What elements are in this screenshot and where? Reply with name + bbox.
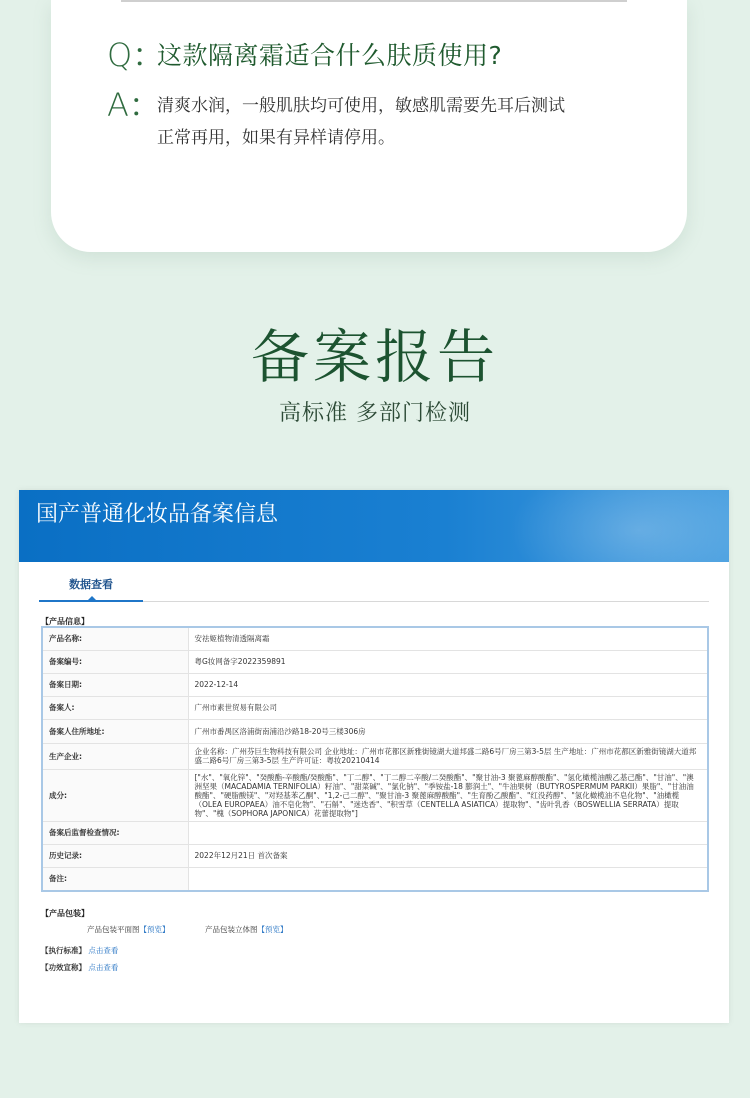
divider — [121, 0, 627, 2]
row-label: 备案后监督检查情况: — [42, 821, 188, 844]
row-value: 粤G妆网备字2022359891 — [188, 650, 708, 673]
tab-caret-icon — [87, 596, 97, 601]
registry-title: 国产普通化妆品备案信息 — [36, 502, 279, 527]
registry-tabs — [39, 576, 709, 602]
row-value: 安祛姬植物清透隔离霜 — [188, 627, 708, 650]
package-flat-text: 产品包装平面图 — [87, 925, 140, 934]
answer-letter: A： — [107, 86, 161, 124]
row-label: 备案日期: — [42, 673, 188, 696]
table-row — [42, 844, 708, 867]
question-text: 这款隔离霜适合什么肤质使用? — [157, 41, 503, 70]
row-value: 广州市番禺区洛浦街南浦沿沙路18-20号三楼306房 — [188, 719, 708, 743]
table-row — [42, 743, 708, 769]
table-row — [42, 719, 708, 743]
table-row — [42, 696, 708, 719]
efficacy-row — [41, 962, 118, 973]
row-label: 备案编号: — [42, 650, 188, 673]
row-value: 企业名称：广州芬巨生物科技有限公司 企业地址：广州市花都区新雅街镜湖大道邦盛二路6号厂房三第3-5层 生产地址：广州市花都区新雅街镜湖大道邦盛二路6号厂房三第3-5层 生产许可证：粤妆20210414 — [188, 743, 708, 769]
qa-card — [51, 0, 687, 252]
answer-text: 清爽水润，一般肌肤均可使用，敏感肌需要先耳后测试正常再用，如果有异样请停用。 — [157, 96, 565, 148]
row-label: 备案人住所地址: — [42, 719, 188, 743]
table-row — [42, 821, 708, 844]
package-3d-text: 产品包装立体图 — [205, 925, 258, 934]
tab-data-view-label: 数据查看 — [69, 578, 113, 591]
row-value: 2022年12月21日 首次备案 — [188, 844, 708, 867]
row-label: 生产企业: — [42, 743, 188, 769]
row-label: 历史记录: — [42, 844, 188, 867]
product-info-table — [41, 626, 709, 892]
section-subtitle: 高标准 多部门检测 — [279, 401, 471, 426]
row-label: 成分: — [42, 769, 188, 821]
table-row — [42, 673, 708, 696]
package-3d-row — [205, 924, 288, 935]
row-value: ["水"、"氧化锌"、"癸酸酯-辛酸酯/癸酸酯"、"丁二醇"、"丁二醇二辛酸/二癸酸酯"、"聚甘油-3 聚蓖麻醇酸酯"、"氢化橄榄油酸乙基己酯"、"甘油"、"澳洲坚果（MACADAMIA TERNIFOLIA）籽油"、"甜菜碱"、"氯化钠"、"季铵盐-18 膨润土"、"牛油果树（BUTYROSPERMUM PARKII）果脂"、"甘油油酸酯"、"硬脂酸镁"、"对羟基苯乙酮"、"1,2-己二醇"、"聚甘油-3 聚蓖麻醇酸酯"、"生育酚乙酸酯"、"红没药醇"、"氢化橄榄油不皂化物"、"油橄榄（OLEA EUROPAEA）油不皂化物"、"石斛"、"迷迭香"、"积雪草（CENTELLA ASIATICA）提取物"、"齿叶乳香（BOSWELLIA SERRATA）提取物"、"槐（SOPHORA JAPONICA）花蕾提取物"] — [188, 769, 708, 821]
standard-view-link[interactable]: 点击查看 — [88, 946, 119, 955]
registry-header — [19, 490, 729, 562]
standard-row — [41, 945, 118, 956]
section-title: 备案报告 — [250, 323, 499, 391]
row-value: 广州市素世贸易有限公司 — [188, 696, 708, 719]
efficacy-view-link[interactable]: 点击查看 — [88, 963, 119, 972]
efficacy-label: 【功效宣称】 — [41, 963, 86, 972]
registry-panel — [19, 490, 729, 1023]
package-3d-preview-link[interactable]: 【预览】 — [257, 925, 288, 934]
row-label: 备案人: — [42, 696, 188, 719]
product-info-label: 【产品信息】 — [41, 617, 89, 626]
package-flat-row — [87, 924, 170, 935]
row-label: 产品名称: — [42, 627, 188, 650]
row-value — [188, 821, 708, 844]
answer-row — [107, 88, 577, 154]
tab-data-view[interactable] — [39, 576, 143, 602]
question-letter: Q： — [107, 36, 165, 74]
table-row — [42, 627, 708, 650]
table-row — [42, 867, 708, 891]
table-row — [42, 769, 708, 821]
package-label: 【产品包装】 — [41, 909, 89, 918]
table-row — [42, 650, 708, 673]
row-label: 备注: — [42, 867, 188, 891]
row-value — [188, 867, 708, 891]
package-flat-preview-link[interactable]: 【预览】 — [139, 925, 170, 934]
row-value: 2022-12-14 — [188, 673, 708, 696]
standard-label: 【执行标准】 — [41, 946, 86, 955]
question-row — [107, 38, 502, 74]
